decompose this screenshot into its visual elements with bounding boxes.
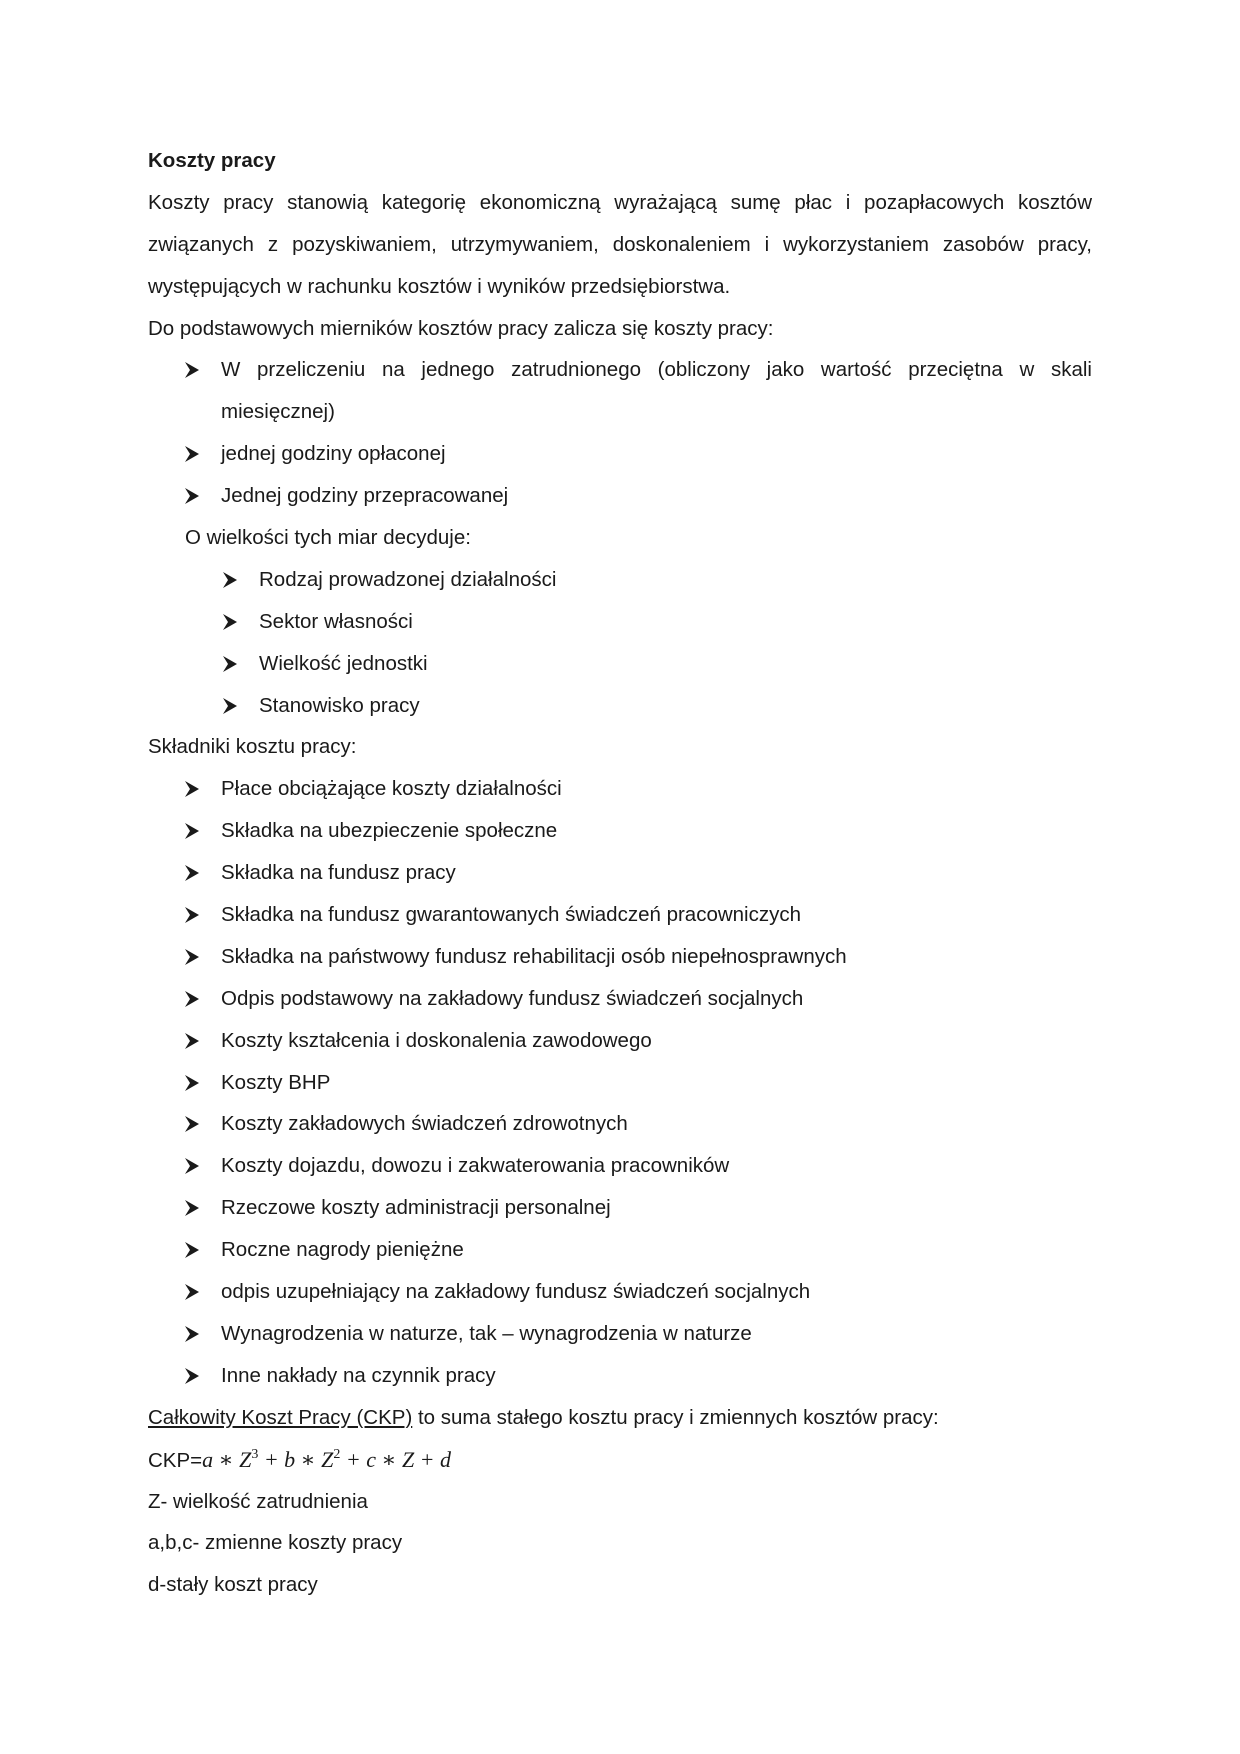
arrowhead-bullet-icon [185,823,221,839]
intro-line-3: występujących w rachunku kosztów i wyników przedsiębiorstwa. [148,274,731,298]
list-item [148,685,1092,727]
def-d: d-stały koszt pracy [148,1573,318,1597]
intro-line-2: związanych z pozyskiwaniem, utrzymywaniem, doskonaleniem i wykorzystaniem zasobów pracy, [148,232,1092,256]
arrowhead-bullet-icon [185,488,221,504]
list-item-text: Rzeczowe koszty administracji personalnej [221,1196,611,1220]
arrowhead-bullet-icon [223,614,259,630]
arrowhead-bullet-icon [185,446,221,462]
list-item [148,894,1092,936]
components-heading: Składniki kosztu pracy: [148,735,357,759]
list-item [148,936,1092,978]
arrowhead-bullet-icon [223,698,259,714]
list-item [148,475,1092,517]
list-item [148,1145,1092,1187]
list-item [148,1271,1092,1313]
formula-term-a: a ∗ Z [202,1446,252,1472]
list-item [148,433,1092,475]
arrowhead-bullet-icon [185,1158,221,1174]
arrowhead-bullet-icon [185,1368,221,1384]
formula-prefix: CKP= [148,1448,203,1472]
ckp-definition [148,1397,1092,1439]
list-item-text: Roczne nagrody pieniężne [221,1238,464,1262]
list-item-text: Wynagrodzenia w naturze, tak – wynagrodzenia w naturze [221,1321,752,1345]
list-item [148,852,1092,894]
arrowhead-bullet-icon [185,781,221,797]
list-item [148,978,1092,1020]
arrowhead-bullet-icon [185,1326,221,1342]
list-item [148,1229,1092,1271]
list-item-continuation: miesięcznej) [221,400,335,424]
list-item-text: Składka na fundusz gwarantowanych świadczeń pracowniczych [221,903,802,927]
list-item-text: Inne nakłady na czynnik pracy [221,1363,496,1387]
arrowhead-bullet-icon [185,865,221,881]
arrowhead-bullet-icon [185,1242,221,1258]
arrowhead-bullet-icon [185,1200,221,1216]
ckp-link[interactable]: Całkowity Koszt Pracy (CKP) [148,1405,413,1429]
list-item [148,559,1092,601]
list-item [148,643,1092,685]
arrowhead-bullet-icon [223,656,259,672]
ckp-definition-text: to suma stałego kosztu pracy i zmiennych kosztów pracy: [412,1405,939,1429]
list-item-text: Koszty BHP [221,1070,331,1094]
arrowhead-bullet-icon [185,1075,221,1091]
list-item [148,349,1092,391]
list-item-text: Składka na państwowy fundusz rehabilitacji osób niepełnosprawnych [221,944,847,968]
arrowhead-bullet-icon [185,907,221,923]
def-abc: a,b,c- zmienne koszty pracy [148,1531,403,1555]
list-item-text: Jednej godziny przepracowanej [221,484,509,508]
arrowhead-bullet-icon [185,362,221,378]
list-item-text: Sektor własności [259,609,413,633]
list-item-text: Koszty dojazdu, dowozu i zakwaterowania pracowników [221,1154,730,1178]
measures-heading: Do podstawowych mierników kosztów pracy zalicza się koszty pracy: [148,316,774,340]
arrowhead-bullet-icon [185,1116,221,1132]
def-z: Z- wielkość zatrudnienia [148,1489,368,1513]
arrowhead-bullet-icon [223,572,259,588]
arrowhead-bullet-icon [185,949,221,965]
list-item [148,1020,1092,1062]
formula-term-b: + b ∗ Z [258,1446,334,1472]
list-item [148,1313,1092,1355]
list-item-text: Stanowisko pracy [259,693,420,717]
list-item [148,810,1092,852]
list-item-text: Rodzaj prowadzonej działalności [259,567,557,591]
list-item-text: W przeliczeniu na jednego zatrudnionego (obliczony jako wartość przeciętna w skali [221,358,1092,382]
document-page [148,140,1092,1606]
list-item-text: Koszty kształcenia i doskonalenia zawodowego [221,1028,652,1052]
list-item [148,768,1092,810]
intro-line-1: Koszty pracy stanowią kategorię ekonomiczną wyrażającą sumę płac i pozapłacowych kosztów [148,190,1092,214]
components-list [148,768,1092,1396]
arrowhead-bullet-icon [185,991,221,1007]
ckp-formula [148,1439,1092,1481]
formula-exp-2: 2 [333,1446,341,1462]
list-item-text: Wielkość jednostki [259,651,428,675]
list-item [148,1103,1092,1145]
page-title: Koszty pracy [148,149,276,172]
factors-heading: O wielkości tych miar decyduje: [185,526,471,550]
formula-exp-3: 3 [251,1446,259,1462]
list-item-text: odpis uzupełniający na zakładowy fundusz świadczeń socjalnych [221,1280,811,1304]
list-item [148,1062,1092,1104]
list-item-text: Składka na ubezpieczenie społeczne [221,819,558,843]
list-item-text: Koszty zakładowych świadczeń zdrowotnych [221,1112,628,1136]
formula-term-rest: + c ∗ Z + d [340,1446,452,1472]
list-item [148,1355,1092,1397]
arrowhead-bullet-icon [185,1033,221,1049]
list-item-text: Płace obciążające koszty działalności [221,777,562,801]
list-item [148,601,1092,643]
formula-math [202,1447,451,1472]
list-item [148,1187,1092,1229]
arrowhead-bullet-icon [185,1284,221,1300]
list-item-text: jednej godziny opłaconej [221,442,446,466]
list-item-text: Odpis podstawowy na zakładowy fundusz świadczeń socjalnych [221,986,804,1010]
list-item-text: Składka na fundusz pracy [221,861,456,885]
